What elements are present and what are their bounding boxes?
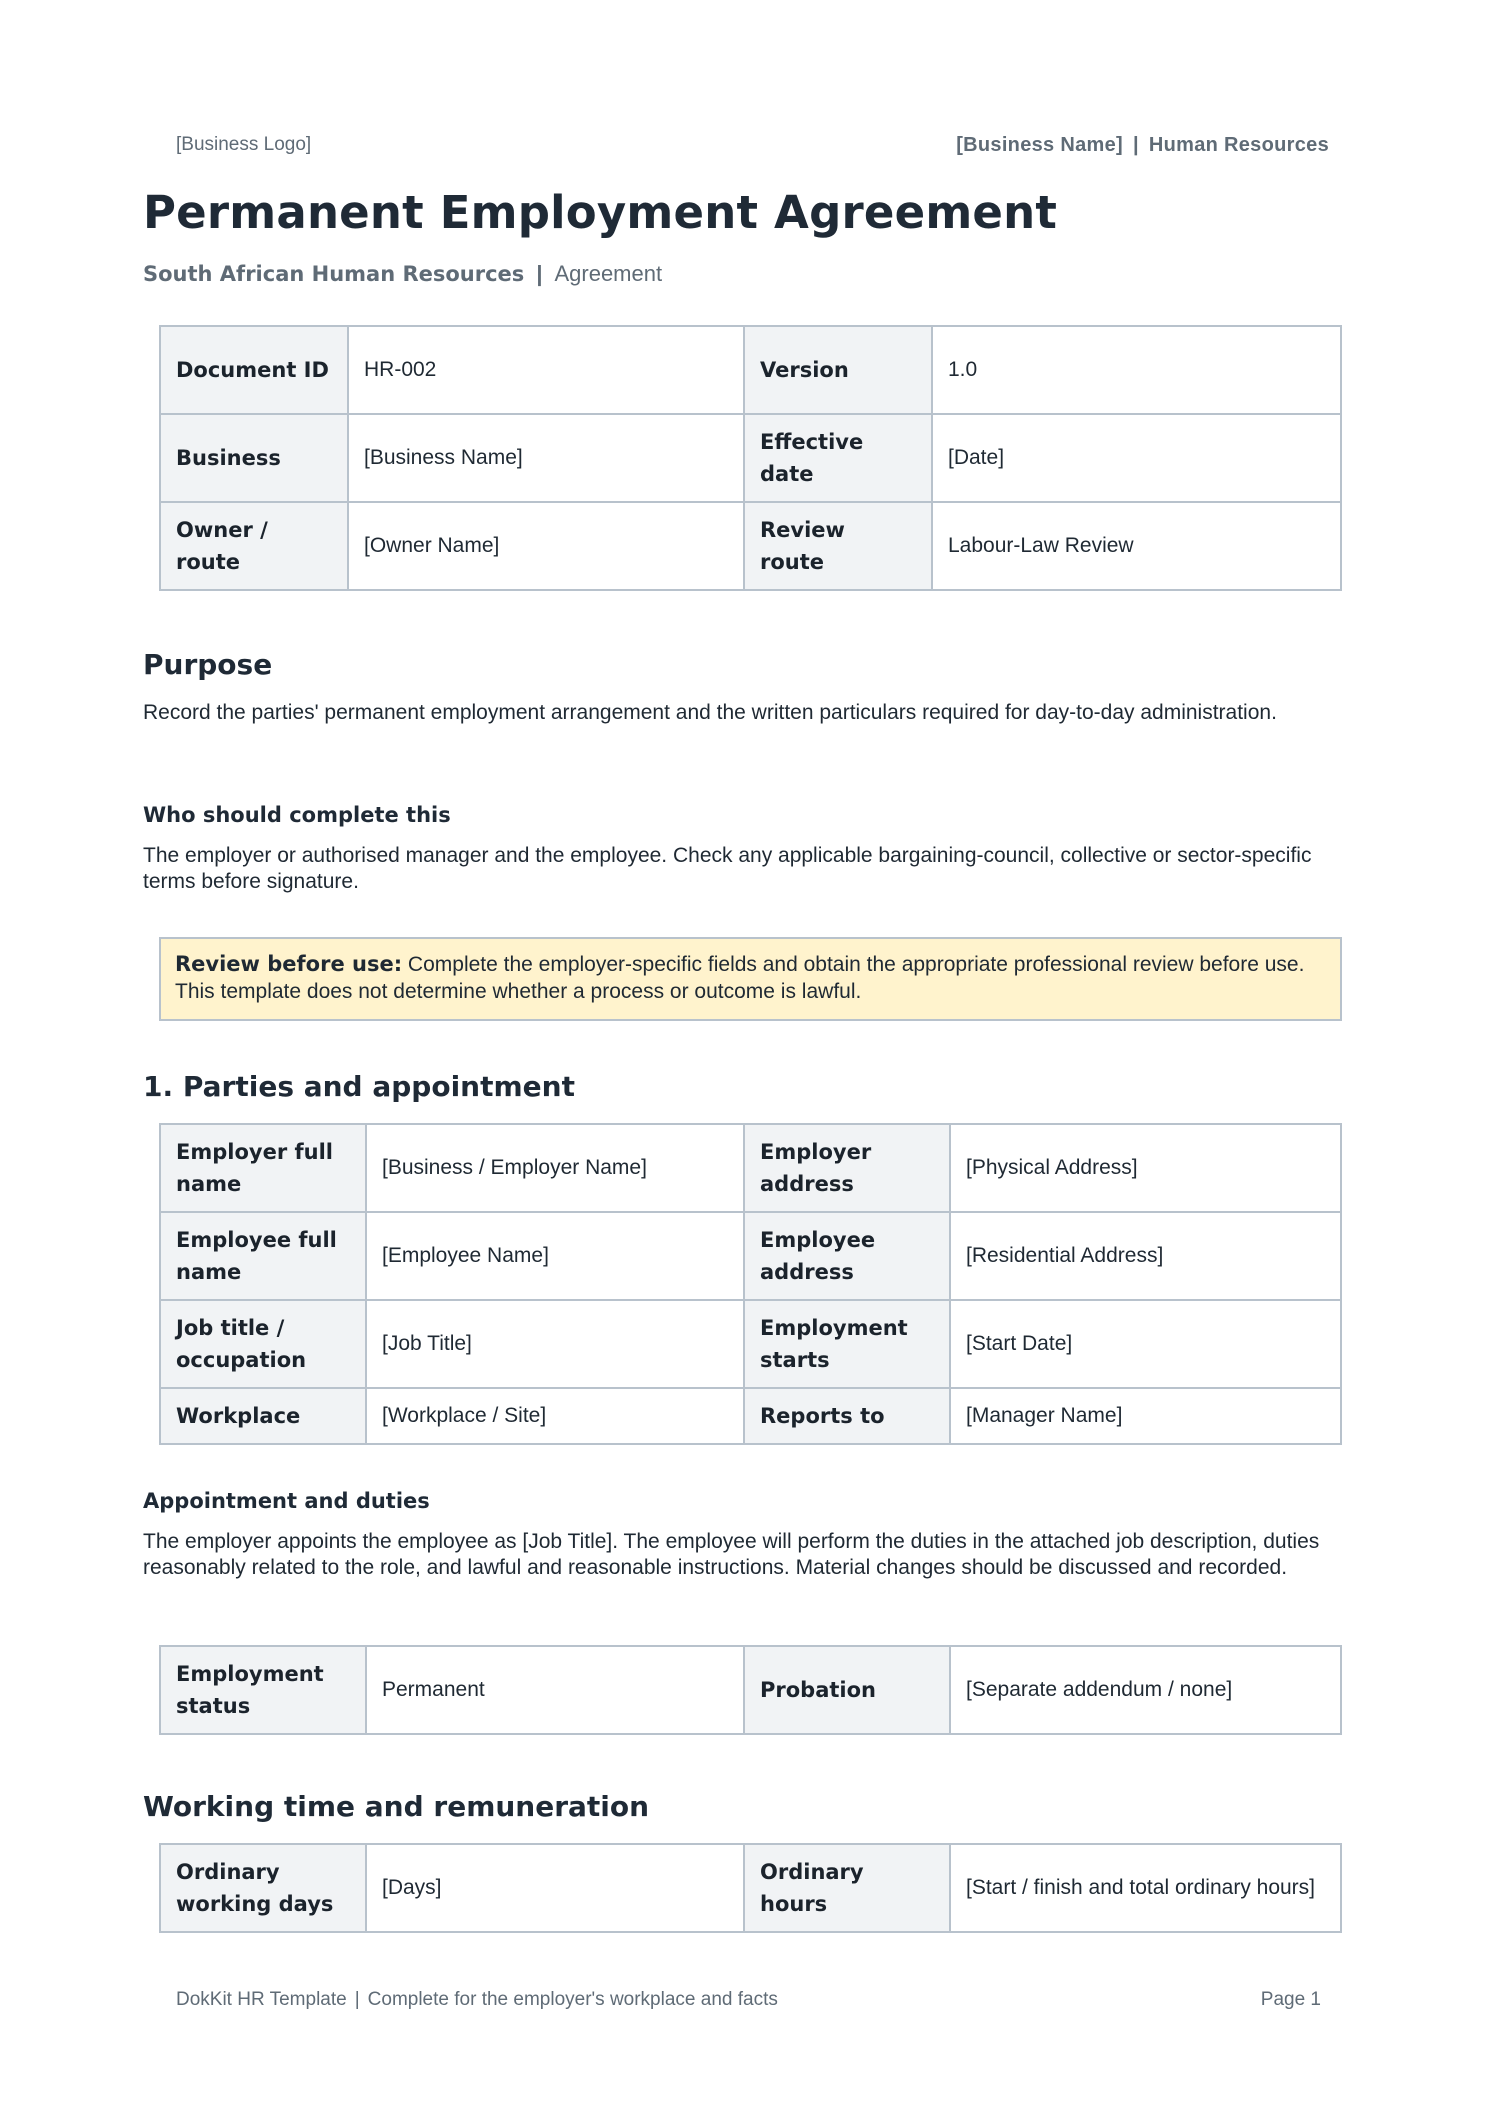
parties-label: Employer full name [160,1124,366,1212]
meta-label: Effective date [744,414,932,502]
parties-value: [Manager Name] [950,1388,1341,1444]
who-heading: Who should complete this [143,803,451,827]
table-row [160,1646,1341,1734]
footer-instruction: Complete for the employer's workplace and facts [367,1989,778,2010]
subtitle-type: Agreement [554,261,663,286]
status-value: [Separate addendum / none] [950,1646,1341,1734]
parties-value: [Start Date] [950,1300,1341,1388]
who-text: The employer or authorised manager and the employee. Check any applicable bargaining-council, collective or sector-specific terms before signature. [143,844,1312,893]
document-subtitle [143,261,662,287]
meta-value: [Business Name] [348,414,744,502]
table-row [160,502,1341,590]
parties-value: [Physical Address] [950,1124,1341,1212]
parties-label: Employee address [744,1212,950,1300]
appointment-heading: Appointment and duties [143,1489,430,1513]
table-row [160,326,1341,414]
callout-text: Complete the employer-specific fields and obtain the appropriate professional review before use. This template does not determine whether a process or outcome is lawful. [175,953,1305,1003]
header-business [956,134,1329,157]
table-row [160,1212,1341,1300]
review-callout [159,937,1342,1021]
table-row [160,1124,1341,1212]
document-meta-table [159,325,1342,591]
parties-value: [Business / Employer Name] [366,1124,744,1212]
parties-label: Employee full name [160,1212,366,1300]
table-row [160,1300,1341,1388]
table-row [160,1844,1341,1932]
status-label: Employment status [160,1646,366,1734]
working-label: Ordinary working days [160,1844,366,1932]
meta-label: Review route [744,502,932,590]
callout-lead: Review before use: [175,952,403,976]
document-title: Permanent Employment Agreement [143,186,1058,239]
employment-status-table [159,1645,1342,1735]
parties-label: Employment starts [744,1300,950,1388]
working-label: Ordinary hours [744,1844,950,1932]
footer-note [176,1989,778,2011]
parties-label: Reports to [744,1388,950,1444]
table-row [160,1388,1341,1444]
subtitle-separator: | [536,261,543,286]
working-time-table [159,1843,1342,1933]
meta-value: HR-002 [348,326,744,414]
parties-value: [Job Title] [366,1300,744,1388]
header-business-name: [Business Name] [956,134,1123,156]
working-time-heading: Working time and remuneration [143,1790,650,1823]
meta-value: [Date] [932,414,1341,502]
working-value: [Start / finish and total ordinary hours] [950,1844,1341,1932]
meta-value: 1.0 [932,326,1341,414]
footer-separator: | [354,1989,360,2010]
meta-label: Business [160,414,348,502]
meta-label: Document ID [160,326,348,414]
status-label: Probation [744,1646,950,1734]
header-department: Human Resources [1148,134,1329,156]
meta-label: Version [744,326,932,414]
parties-value: [Workplace / Site] [366,1388,744,1444]
meta-value: [Owner Name] [348,502,744,590]
parties-table [159,1123,1342,1445]
parties-label: Job title / occupation [160,1300,366,1388]
section-parties-heading: 1. Parties and appointment [143,1070,575,1103]
parties-value: [Residential Address] [950,1212,1341,1300]
meta-label: Owner / route [160,502,348,590]
footer-template-name: DokKit HR Template [176,1989,347,2010]
meta-value: Labour-Law Review [932,502,1341,590]
parties-label: Employer address [744,1124,950,1212]
status-value: Permanent [366,1646,744,1734]
business-logo-placeholder: [Business Logo] [176,134,312,155]
page-number: Page 1 [1260,1989,1321,2010]
parties-value: [Employee Name] [366,1212,744,1300]
working-value: [Days] [366,1844,744,1932]
parties-label: Workplace [160,1388,366,1444]
subtitle-category: South African Human Resources [143,262,525,286]
purpose-text: Record the parties' permanent employment arrangement and the written particulars required for day-to-day administration. [143,701,1277,724]
table-row [160,414,1341,502]
header-separator: | [1132,134,1139,156]
appointment-text: The employer appoints the employee as [Job Title]. The employee will perform the duties in the attached job description, duties reasonably related to the role, and lawful and reasonable instructions. Material changes should be discussed and recorded. [143,1530,1320,1579]
purpose-heading: Purpose [143,648,273,681]
